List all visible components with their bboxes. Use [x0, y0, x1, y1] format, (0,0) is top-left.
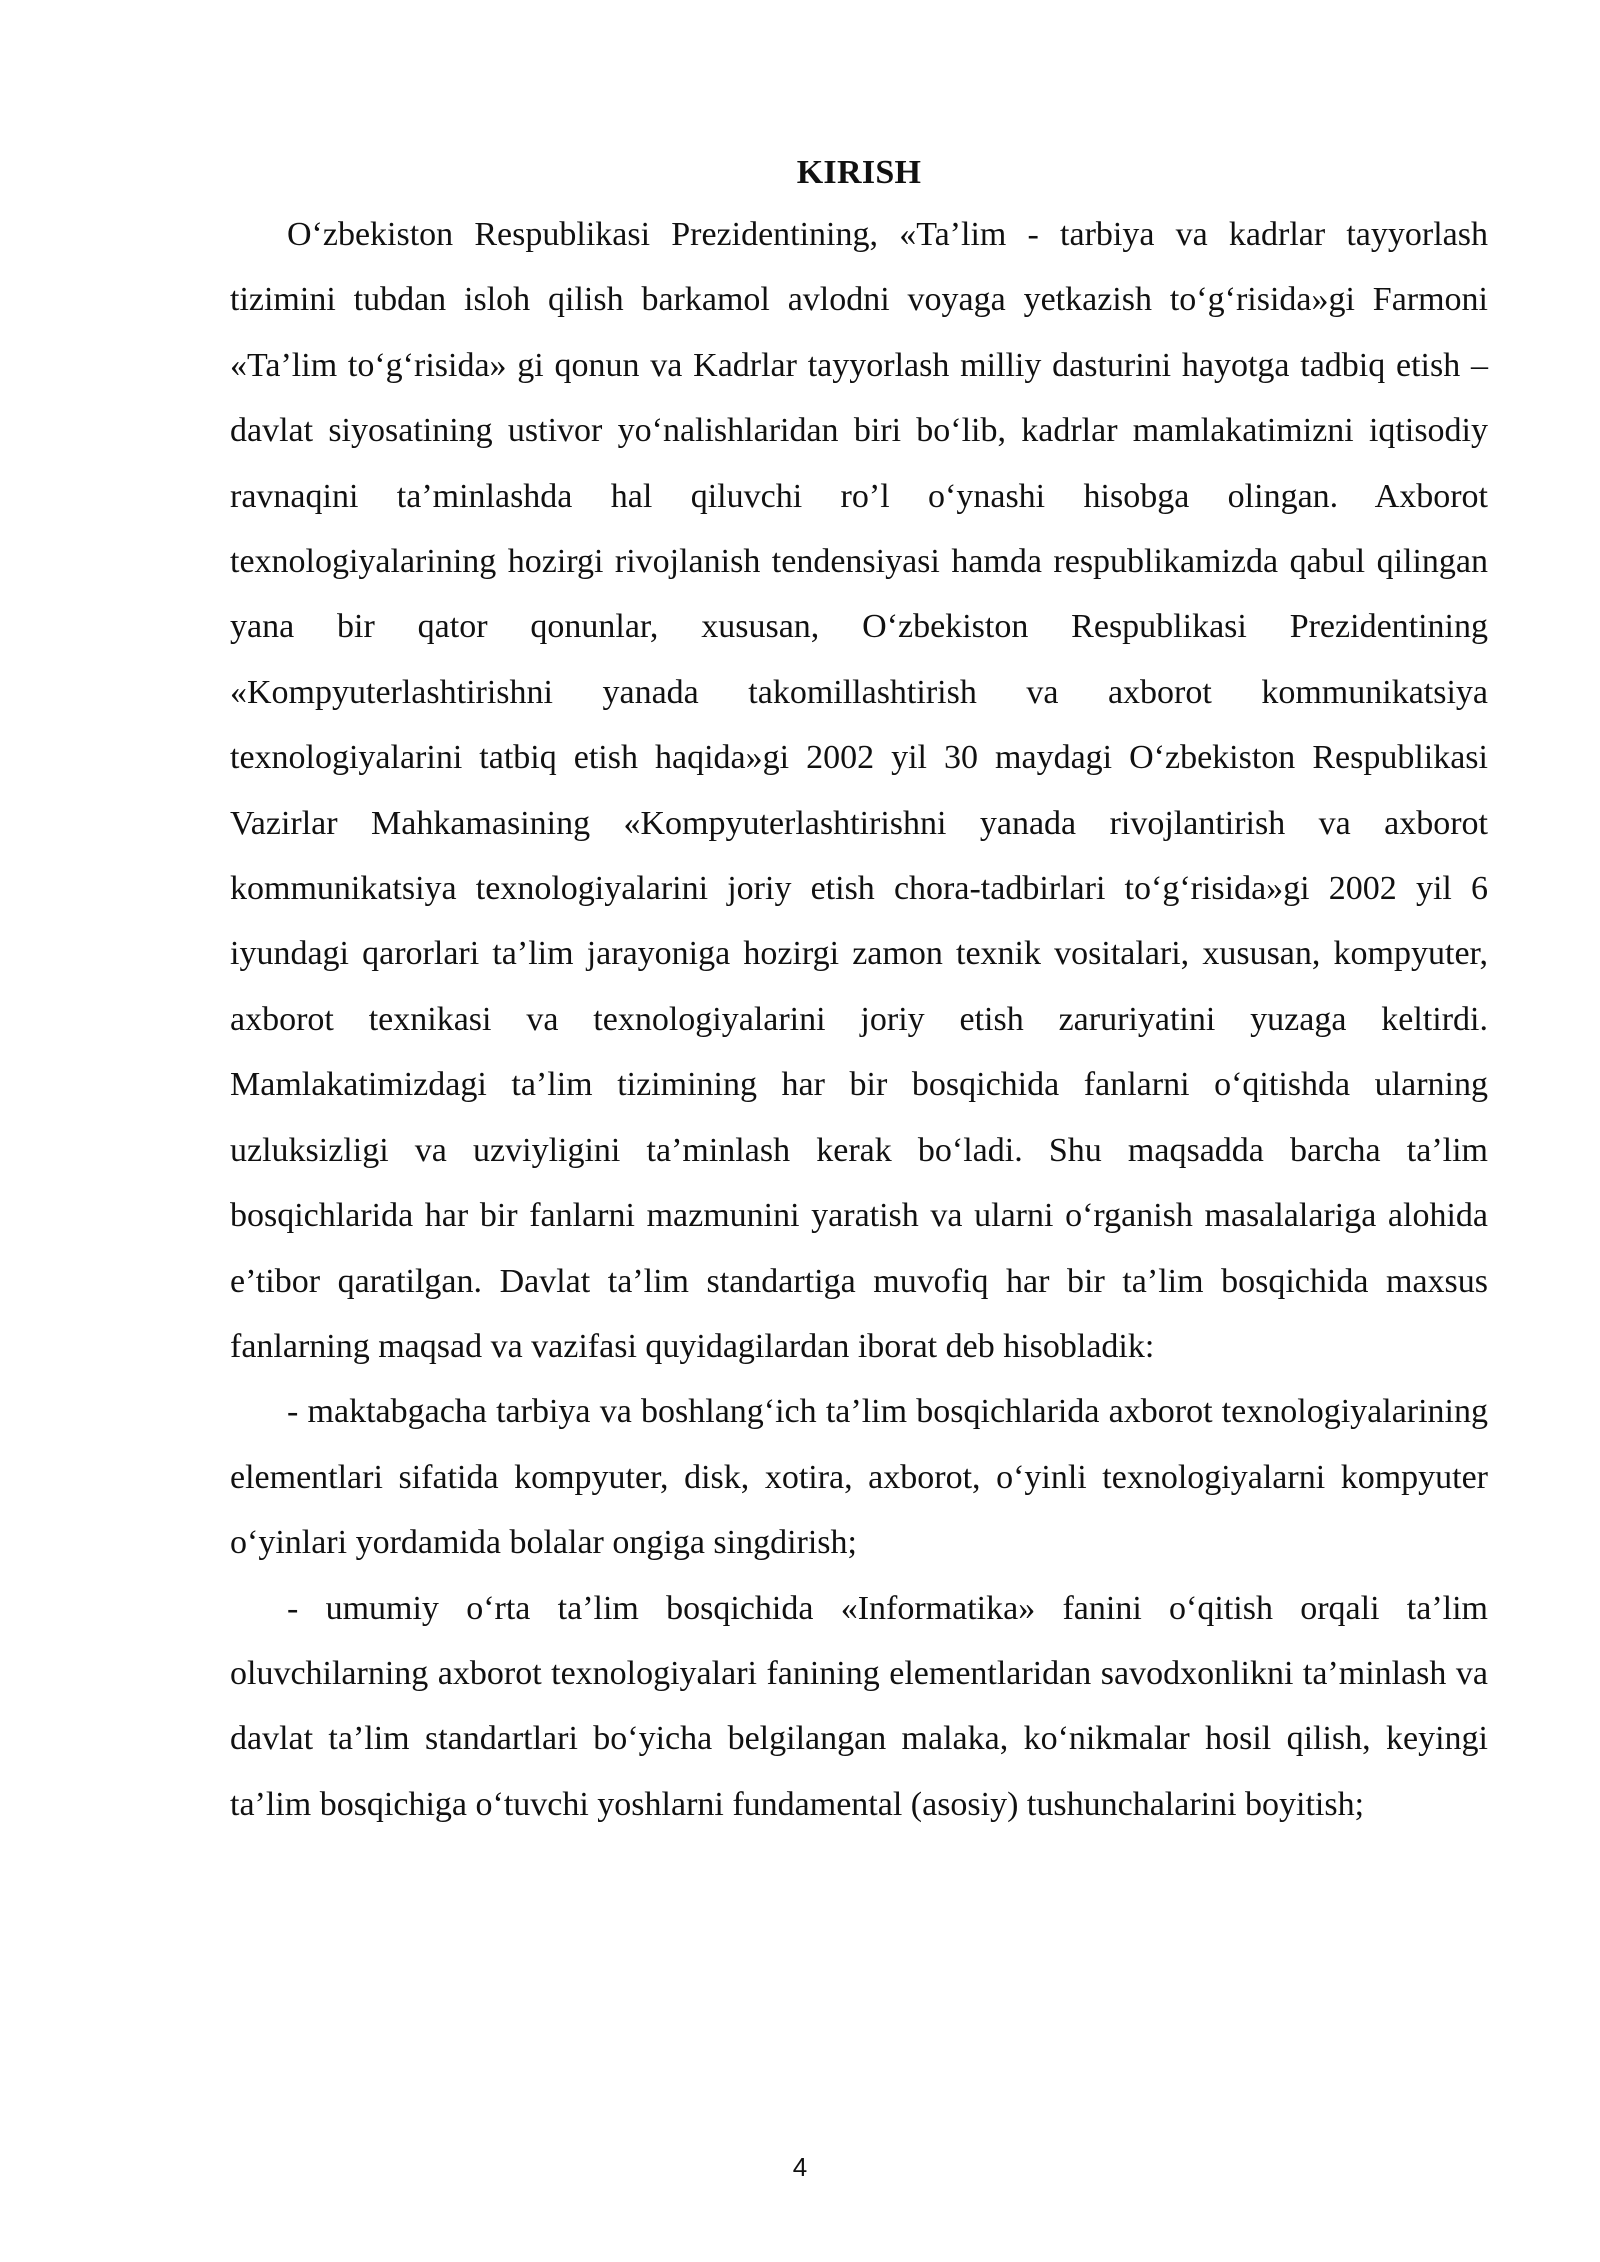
page-number: 4 — [792, 2152, 808, 2182]
page-content — [230, 148, 1488, 1837]
list-item-preschool: - maktabgacha tarbiya va boshlang‘ich ta’lim bosqichlarida axborot texnologiyalarining elementlari sifatida kompyuter, disk, xotira, axborot, o‘yinli texnologiyalarni kompyuter o‘yinlari yordamida bolalar ongiga singdirish; — [230, 1393, 1488, 1562]
list-item-secondary: - umumiy o‘rta ta’lim bosqichida «Informatika» fanini o‘qitish orqali ta’lim oluvchilarning axborot texnologiyalari fanining elementlaridan savodxonlikni ta’minlash va davlat ta’lim standartlari bo‘yicha belgilangan malaka, ko‘nikmalar hosil qilish, keyingi ta’lim bosqichiga o‘tuvchi yoshlarni fundamental (asosiy) tushunchalarini boyitish; — [230, 1589, 1488, 1823]
intro-paragraph: O‘zbekiston Respublikasi Prezidentining, «Ta’lim - tarbiya va kadrlar tayyorlash tizimini tubdan isloh qilish barkamol avlodni voyaga yetkazish to‘g‘risida»gi Farmoni «Ta’lim to‘g‘risida» gi qonun va Kadrlar tayyorlash milliy dasturini hayotga tadbiq etish – davlat siyosatining ustivor yo‘nalishlaridan biri bo‘lib, kadrlar mamlakatimizni iqtisodiy ravnaqini ta’minlashda hal qiluvchi ro’l o‘ynashi hisobga olingan. Axborot texnologiyalarining hozirgi rivojlanish tendensiyasi hamda respublikamizda qabul qilingan yana bir qator qonunlar, xususan, O‘zbekiston Respublikasi Prezidentining «Kompyuterlashtirishni yanada takomillashtirish va axborot kommunikatsiya texnologiyalarini tatbiq etish haqida»gi 2002 yil 30 maydagi O‘zbekiston Respublikasi Vazirlar Mahkamasining «Kompyuterlashtirishni yanada rivojlantirish va axborot kommunikatsiya texnologiyalarini joriy etish chora-tadbirlari to‘g‘risida»gi 2002 yil 6 iyundagi qarorlari ta’lim jarayoniga hozirgi zamon texnik vositalari, xususan, kompyuter, axborot texnikasi va texnologiyalarini joriy etish zaruriyatini yuzaga keltirdi. Mamlakatimizdagi ta’lim tizimining har bir bosqichida fanlarni o‘qitishda ularning uzluksizligi va uzviyligini ta’minlash kerak bo‘ladi. Shu maqsadda barcha ta’lim bosqichlarida har bir fanlarni mazmunini yaratish va ularni o‘rganish masalalariga alohida e’tibor qaratilgan. Davlat ta’lim standartiga muvofiq har bir ta’lim bosqichida maxsus fanlarning maqsad va vazifasi quyidagilardan iborat deb hisobladik: — [230, 216, 1488, 1365]
section-title: KIRISH — [796, 154, 922, 191]
